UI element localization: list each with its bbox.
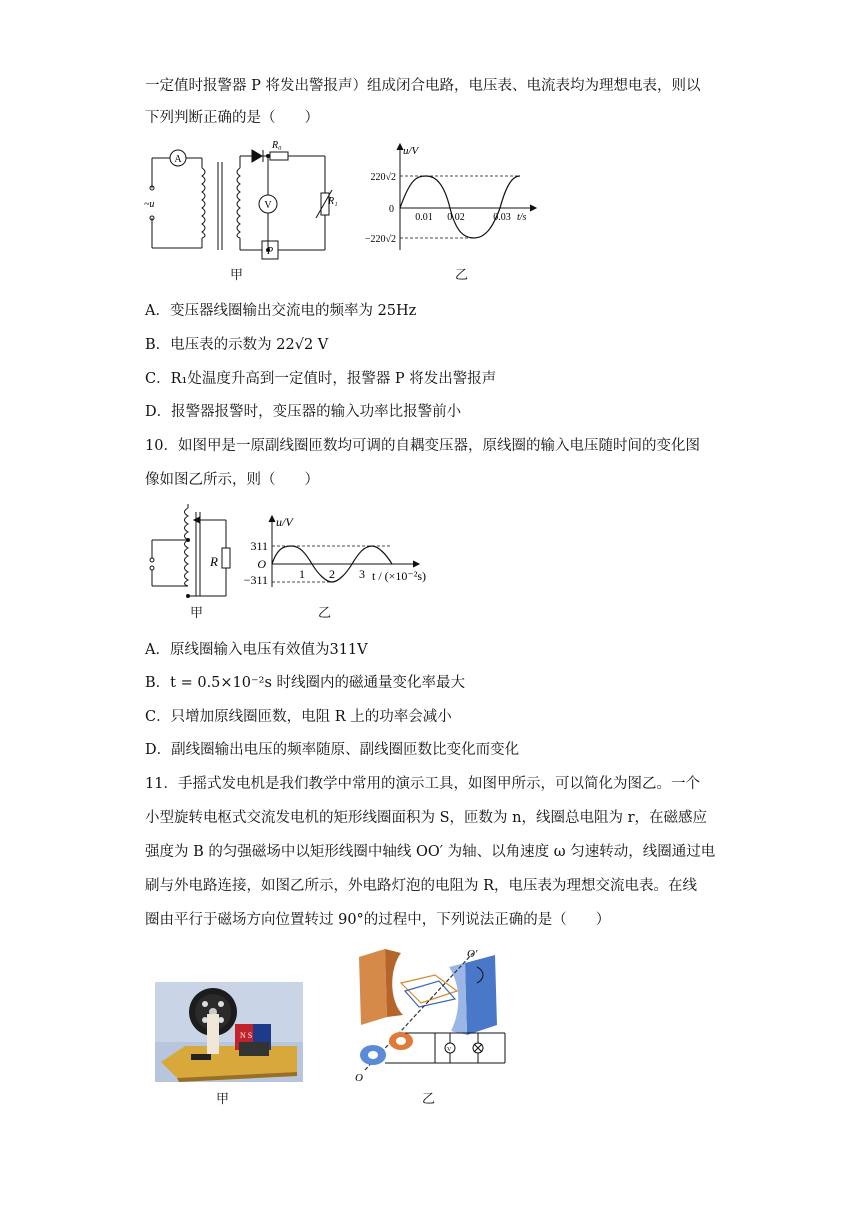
q10-option-d: D．副线圈输出电压的频率随原、副线圈匝数比变化而变化 bbox=[145, 742, 520, 758]
q9-option-d: D．报警器报警时，变压器的输入功率比报警前小 bbox=[145, 404, 462, 420]
q10-r-label: R bbox=[210, 554, 218, 569]
q11-stem-3: 强度为 B 的匀强磁场中以矩形线圈中轴线 OO′ 为轴、以角速度 ω 匀速转动，线圈通过电 bbox=[145, 844, 716, 860]
q9-option-c: C．R₁处温度升高到一定值时，报警器 P 将发出警报声 bbox=[145, 371, 497, 387]
q9-xlabel: t/s bbox=[517, 212, 527, 223]
q9-origin: 0 bbox=[389, 204, 394, 215]
q11-schematic-figure bbox=[345, 945, 515, 1085]
q9-option-a: A．变压器线圈输出交流电的频率为 25Hz bbox=[145, 303, 417, 319]
q10-ylabel: u/V bbox=[276, 515, 293, 529]
q10-ymin: −311 bbox=[243, 573, 268, 587]
q9-tick-2: 0.02 bbox=[447, 212, 465, 223]
magnet-label: N S bbox=[240, 1031, 253, 1040]
q11-caption-yi: 乙 bbox=[422, 1092, 436, 1107]
q9-waveform-figure bbox=[350, 140, 540, 260]
q10-xlabel: t / (×10⁻²s) bbox=[372, 569, 427, 583]
q9-ymax: 220√2 bbox=[370, 172, 396, 183]
q9-caption-jia: 甲 bbox=[230, 268, 244, 283]
q9-tick-3: 0.03 bbox=[493, 212, 511, 223]
source-label: ~u bbox=[144, 199, 155, 210]
q10-autotransformer-figure bbox=[140, 500, 240, 600]
voltmeter-label: V bbox=[264, 200, 272, 211]
q9-tick-1: 0.01 bbox=[415, 212, 433, 223]
q11-stem-5: 圈由平行于磁场方向位置转过 90°的过程中，下列说法正确的是（ ） bbox=[145, 912, 611, 928]
q11-stem-4: 刷与外电路连接，如图乙所示，外电路灯泡的电阻为 R，电压表为理想交流电表。在线 bbox=[145, 878, 698, 894]
q10-stem-2: 像如图乙所示，则（ ） bbox=[145, 472, 319, 488]
q10-option-a: A．原线圈输入电压有效值为311V bbox=[145, 642, 368, 658]
q11-generator-photo bbox=[155, 982, 303, 1082]
ammeter-label: A bbox=[174, 154, 182, 165]
p-label: P bbox=[266, 246, 274, 257]
q11-stem-1: 11．手摇式发电机是我们教学中常用的演示工具，如图甲所示，可以简化为图乙。一个 bbox=[145, 776, 700, 792]
q11-voltmeter-label: V bbox=[447, 1047, 452, 1053]
q11-oprime-label: O′ bbox=[467, 948, 478, 960]
q9-circuit-figure bbox=[140, 138, 340, 268]
q11-o-label: O bbox=[355, 1072, 363, 1084]
q10-ymax: 311 bbox=[250, 539, 268, 553]
q10-caption-jia: 甲 bbox=[190, 606, 204, 621]
q9-ymin: −220√2 bbox=[364, 234, 396, 245]
q10-tick-2: 2 bbox=[329, 567, 335, 581]
q10-origin: O bbox=[257, 557, 266, 571]
q11-caption-jia: 甲 bbox=[216, 1092, 230, 1107]
q10-tick-1: 1 bbox=[299, 567, 305, 581]
q9-caption-yi: 乙 bbox=[455, 268, 469, 283]
q10-option-c: C．只增加原线圈匝数，电阻 R 上的功率会减小 bbox=[145, 709, 452, 725]
q10-caption-yi: 乙 bbox=[318, 606, 332, 621]
q10-stem-1: 10．如图甲是一原副线圈匝数均可调的自耦变压器，原线圈的输入电压随时间的变化图 bbox=[145, 438, 700, 454]
q11-stem-2: 小型旋转电枢式交流发电机的矩形线圈面积为 S，匝数为 n，线圈总电阻为 r，在磁感应 bbox=[145, 810, 708, 826]
q10-waveform-figure bbox=[240, 512, 460, 592]
intro-line-2: 下列判断正确的是（ ） bbox=[145, 110, 319, 126]
q10-tick-3: 3 bbox=[359, 567, 365, 581]
intro-line-1: 一定值时报警器 P 将发出警报声）组成闭合电路，电压表、电流表均为理想电表，则以 bbox=[145, 78, 701, 94]
q10-option-b: B．t = 0.5×10⁻²s 时线圈内的磁通量变化率最大 bbox=[145, 675, 466, 691]
r1-label: R₁ bbox=[328, 196, 338, 207]
r0-label: R₀ bbox=[272, 140, 282, 151]
q9-option-b: B．电压表的示数为 22√2 V bbox=[145, 337, 329, 353]
q9-ylabel: u/V bbox=[403, 145, 419, 157]
